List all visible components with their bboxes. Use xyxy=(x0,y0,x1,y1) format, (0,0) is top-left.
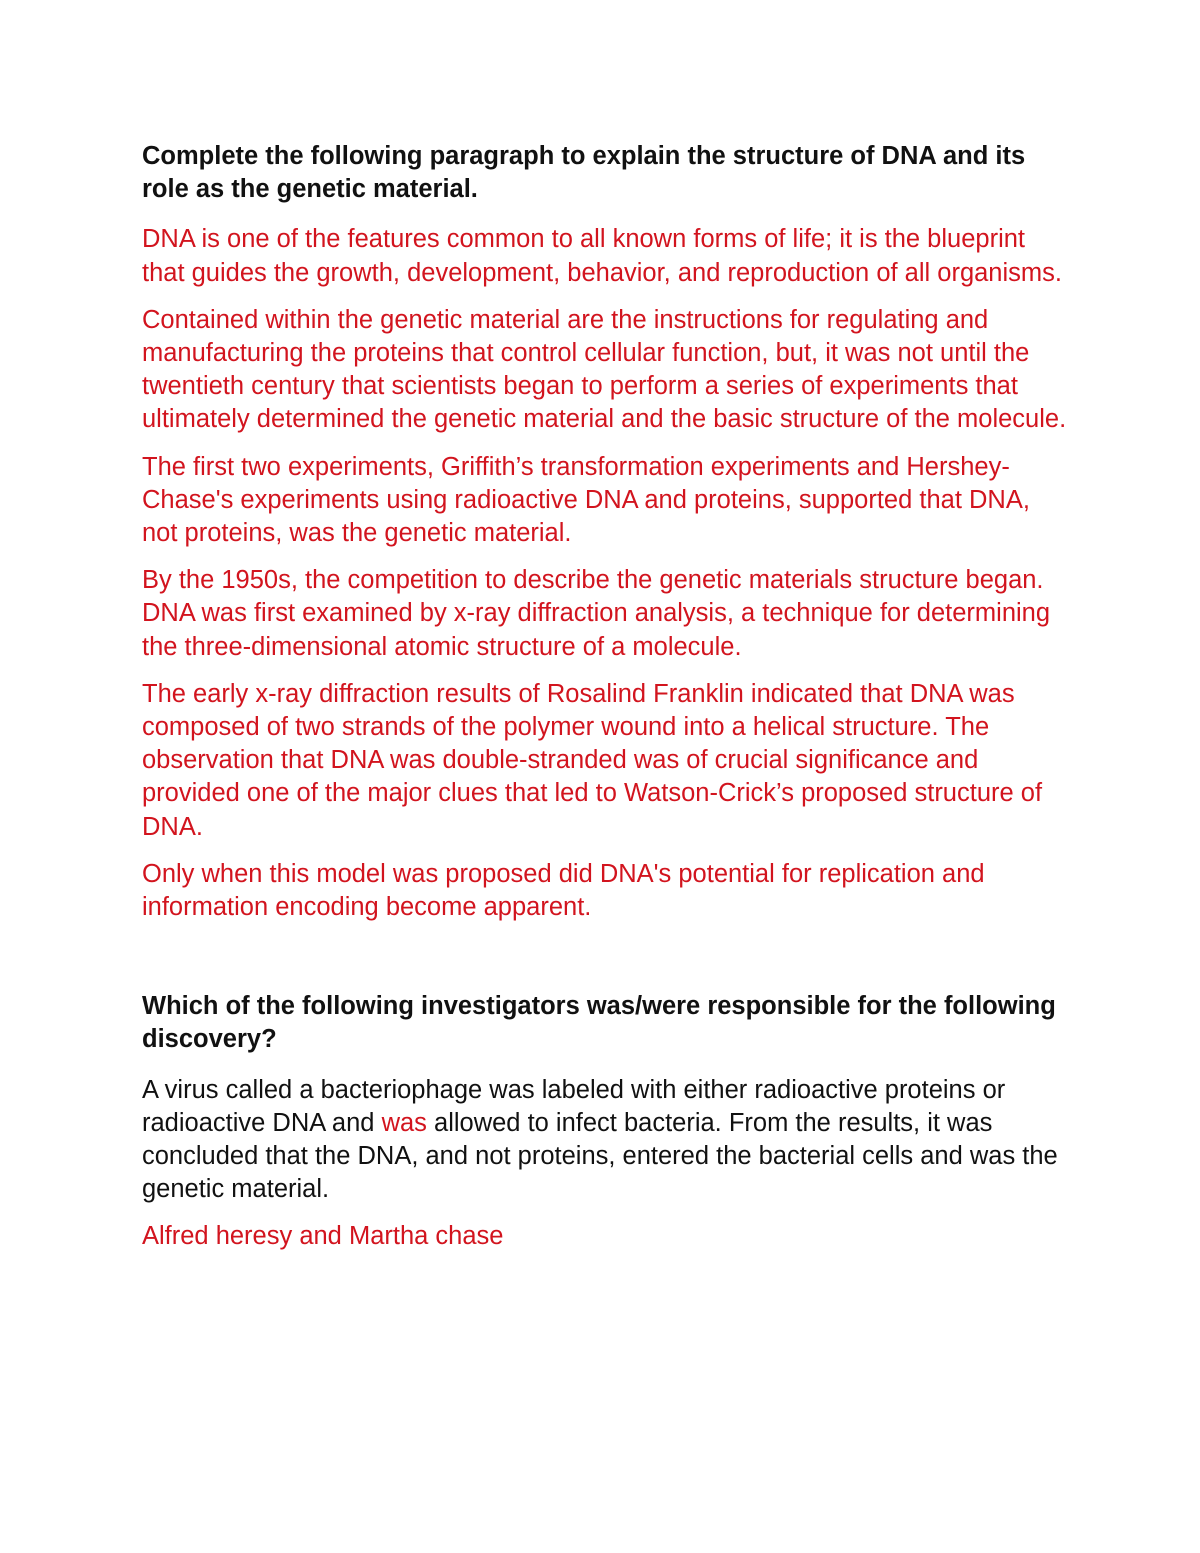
prompt-text-part-2: allowed to infect bacteria. From the results, it was concluded that the DNA, and not proteins, entered the bacterial cells and was the genetic material. xyxy=(142,1108,1058,1204)
question-2-answer: Alfred heresy and Martha chase xyxy=(142,1222,504,1251)
answer-paragraph-1: DNA is one of the features common to all known forms of life; it is the blueprint that guides the growth, development, behavior, and reproduction of all organisms. xyxy=(142,225,1062,287)
prompt-text-part-1: A virus called a bacteriophage was labeled with either radioactive proteins or radioactive DNA and xyxy=(142,1075,1006,1137)
answer-paragraph-3: The first two experiments, Griffith’s transformation experiments and Hershey-Chase's experiments using radioactive DNA and proteins, supported that DNA, not proteins, was the genetic material. xyxy=(142,452,1030,548)
question-1-heading: Complete the following paragraph to explain the structure of DNA and its role as the genetic material. xyxy=(142,142,1026,204)
answer-paragraph-2: Contained within the genetic material are the instructions for regulating and manufacturing the proteins that control cellular function, but, it was not until the twentieth century that scientists began to perform a series of experiments that ultimately determined the genetic material and the basic structure of the molecule. xyxy=(142,305,1067,434)
answer-paragraph-4: By the 1950s, the competition to describe the genetic materials structure began. DNA was first examined by x-ray diffraction analysis, a technique for determining the three-dimensional atomic structure of a molecule. xyxy=(142,566,1051,661)
question-2-heading: Which of the following investigators was/were responsible for the following discovery? xyxy=(142,992,1056,1054)
question-2-prompt xyxy=(142,1074,1072,1207)
document-content xyxy=(142,140,1072,1254)
answer-paragraph-6: Only when this model was proposed did DNA's potential for replication and information encoding become apparent. xyxy=(142,859,985,922)
answer-paragraph-5: The early x-ray diffraction results of Rosalind Franklin indicated that DNA was composed of two strands of the polymer wound into a helical structure. The observation that DNA was double-stranded was of crucial significance and provided one of the major clues that led to Watson-Crick’s proposed structure of DNA. xyxy=(142,679,1043,841)
prompt-highlight-word: was xyxy=(381,1108,427,1137)
